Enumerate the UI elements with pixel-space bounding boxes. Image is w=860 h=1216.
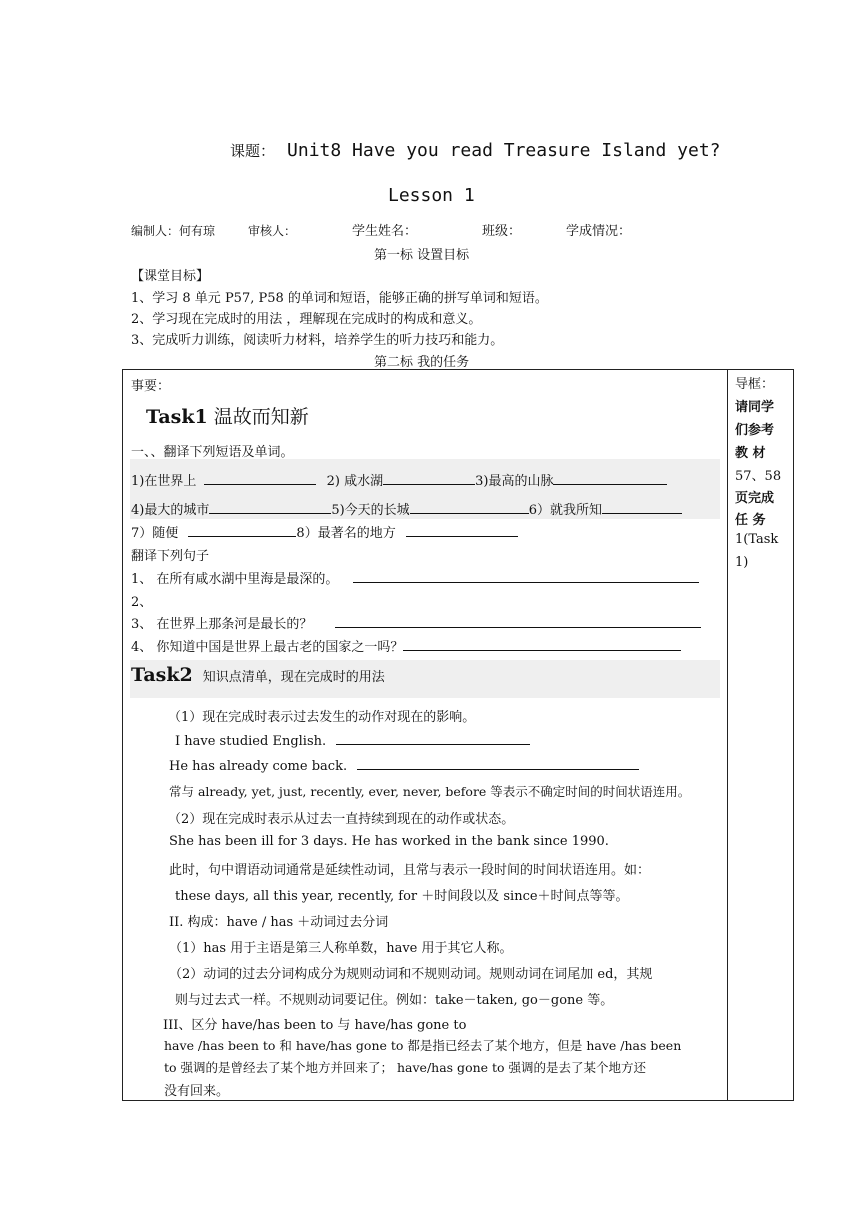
- lesson-number: Lesson 1: [388, 185, 475, 206]
- note-line: （1）has 用于主语是第三人称单数，have 用于其它人称。: [169, 941, 513, 956]
- sidebar-line: [735, 509, 766, 528]
- table-divider: [727, 369, 728, 1101]
- sidebar-text: 任 务: [735, 513, 766, 528]
- sidebar-text: 页完成: [735, 491, 775, 506]
- sidebar-line: 1): [735, 555, 749, 570]
- note-line: She has been ill for 3 days. He has worked in the bank since 1990.: [169, 834, 609, 849]
- note-line: 此时，句中谓语动词通常是延续性动词，且常与表示一段时间的时间状语连用。如：: [169, 863, 651, 878]
- class-label: 班级：: [482, 224, 522, 239]
- sentence-item: [131, 636, 681, 655]
- phrase-item: 2) 咸水湖: [326, 474, 384, 489]
- sidebar-line: [735, 487, 774, 506]
- note-text: He has already come back.: [169, 759, 348, 774]
- blank-line[interactable]: [335, 615, 701, 628]
- sentence-text: 1、 在所有咸水湖中里海是最深的。: [131, 572, 339, 587]
- sidebar-line: 1(Task: [735, 532, 779, 547]
- reviewer: 审核人：: [248, 224, 297, 238]
- note-line: （1）现在完成时表示过去发生的动作对现在的影响。: [168, 710, 476, 725]
- goal-item: 2、学习现在完成时的用法 ，理解现在完成时的构成和意义。: [131, 312, 482, 327]
- note-line: [169, 757, 639, 774]
- task2-title: 知识点清单，现在完成时的用法: [202, 670, 385, 685]
- blank-line[interactable]: [383, 472, 475, 485]
- blank-line[interactable]: [209, 501, 331, 514]
- sidebar-line: [735, 419, 774, 438]
- title-label: 课题：: [230, 142, 276, 160]
- sidebar-label: 导框：: [735, 377, 775, 392]
- task1-subtitle: 一、、翻译下列短语及单词。: [131, 445, 294, 460]
- goal-item: 1、学习 8 单元 P57, P58 的单词和短语，能够正确的拼写单词和短语。: [131, 291, 548, 306]
- task1-bold: Task1: [146, 406, 208, 428]
- task2-bold: Task2: [131, 664, 193, 686]
- note-line: have /has been to 和 have/has gone to 都是指已经去了某个地方，但是 have /has been: [164, 1038, 682, 1053]
- sidebar-line: [735, 442, 766, 461]
- task2-heading: [131, 664, 385, 686]
- sidebar-text: 们参考: [735, 423, 775, 438]
- phrase-row: [131, 499, 682, 518]
- note-line: III、区分 have/has been to 与 have/has gone to: [163, 1018, 467, 1033]
- student-name-label: 学生姓名：: [352, 224, 418, 239]
- sentence-item: 2、: [131, 595, 153, 610]
- note-line: 没有回来。: [164, 1084, 230, 1099]
- blank-line[interactable]: [357, 757, 639, 770]
- blank-line[interactable]: [553, 472, 667, 485]
- sidebar-text: 教 材: [735, 446, 766, 461]
- lesson-title: [230, 140, 721, 161]
- blank-line[interactable]: [204, 472, 316, 485]
- goal-title: 【课堂目标】: [131, 269, 210, 284]
- sentence-text: 4、 你知道中国是世界上最古老的国家之一吗？: [131, 640, 404, 655]
- blank-line[interactable]: [403, 638, 681, 651]
- sentence-item: [131, 568, 699, 587]
- note-line: [175, 732, 530, 749]
- title-text: Unit8 Have you read Treasure Island yet?: [287, 140, 721, 161]
- goal-item: 3、完成听力训练，阅读听力材料，培养学生的听力技巧和能力。: [131, 333, 504, 348]
- note-line: these days, all this year, recently, for ＋时间段以及 since＋时间点等等。: [175, 889, 629, 904]
- note-line: （2）现在完成时表示从过去一直持续到现在的动作或状态。: [168, 812, 515, 827]
- note-line: （2）动词的过去分词构成分为规则动词和不规则动词。规则动词在词尾加 ed，其规: [169, 967, 653, 982]
- blank-line[interactable]: [353, 570, 699, 583]
- sentence-title: 翻译下列句子: [131, 549, 210, 564]
- sentence-item: [131, 613, 701, 632]
- sidebar-line: 57、58: [735, 469, 782, 484]
- task1-title: 温故而知新: [207, 406, 309, 428]
- status-label: 学成情况：: [566, 224, 632, 239]
- phrase-item: 4)最大的城市: [131, 503, 210, 518]
- blank-line[interactable]: [188, 524, 296, 537]
- editor: 编制人：何有琼: [131, 224, 216, 238]
- task1-heading: [146, 402, 309, 429]
- phrase-item: 5)今天的长城: [331, 503, 410, 518]
- note-line: 常与 already, yet, just, recently, ever, never, before 等表示不确定时间的时间状语连用。: [169, 784, 691, 799]
- section-heading-1: 第一标 设置目标: [374, 248, 470, 263]
- phrase-item: 7）随便: [131, 526, 179, 541]
- note-line: to 强调的是曾经去了某个地方并回来了； have/has gone to 强调的是去了某个地方还: [164, 1060, 647, 1075]
- blank-line[interactable]: [336, 732, 530, 745]
- phrase-item: 3)最高的山脉: [475, 474, 554, 489]
- phrase-item: 6）就我所知: [528, 503, 602, 518]
- phrase-row: [131, 470, 667, 489]
- blank-line[interactable]: [406, 524, 518, 537]
- note-line: 则与过去式一样。不规则动词要记住。例如：take－taken, go－gone 等。: [175, 993, 614, 1008]
- phrase-row: [131, 522, 518, 541]
- section-heading-2: 第二标 我的任务: [374, 355, 470, 370]
- sidebar-line: [735, 396, 774, 415]
- blank-line[interactable]: [410, 501, 529, 514]
- main-label: 事要：: [131, 379, 171, 394]
- phrase-item: 1)在世界上: [131, 474, 197, 489]
- blank-line[interactable]: [602, 501, 682, 514]
- note-text: I have studied English.: [175, 734, 327, 749]
- sentence-text: 3、 在世界上那条河是最长的？: [131, 617, 313, 632]
- note-line: II. 构成：have / has ＋动词过去分词: [169, 915, 389, 930]
- sidebar-text: 请同学: [735, 400, 775, 415]
- phrase-item: 8）最著名的地方: [296, 526, 396, 541]
